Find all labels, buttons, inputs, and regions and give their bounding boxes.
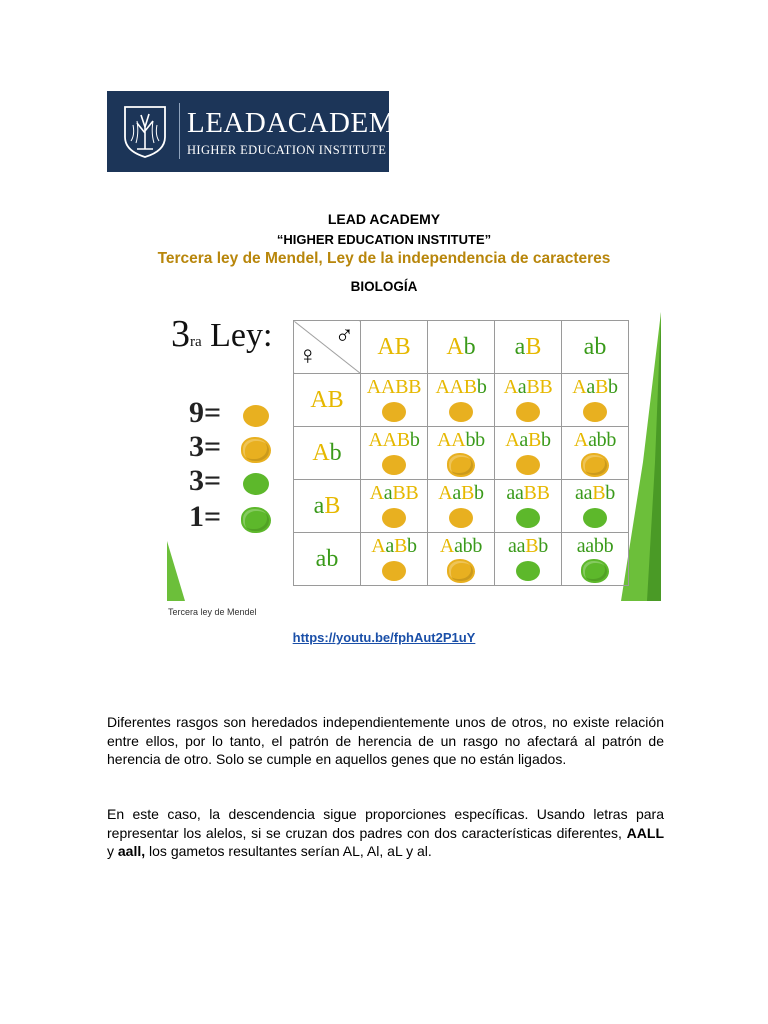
green-wrinkled-pea-icon <box>243 509 269 531</box>
law-title <box>171 312 272 356</box>
ratio-label: 3= <box>189 430 222 463</box>
gamete-row-header: Ab <box>294 427 361 480</box>
genotype-text: Aabb <box>439 535 483 557</box>
youtube-link[interactable]: https://youtu.be/fphAut2P1uY <box>292 630 476 645</box>
genotype-text: AaBB <box>369 482 419 504</box>
doc-topic: Tercera ley de Mendel, Ley de la independencia de caracteres <box>157 250 611 267</box>
female-symbol-icon: ♀ <box>298 341 318 370</box>
green-round-pea-icon <box>516 561 540 581</box>
paragraph-2-text: En este caso, la descendencia sigue proporciones específicas. Usando letras para representar los alelos, si se cruzan dos padres con dos características diferentes, <box>107 806 664 841</box>
punnett-cell <box>428 427 495 480</box>
punnett-header-row <box>294 321 629 374</box>
gamete-header: aB <box>495 321 562 374</box>
mendel-figure <box>167 312 661 601</box>
gamete-row-header: AB <box>294 374 361 427</box>
logo-name: LEADACADEMY <box>187 107 417 139</box>
yellow-round-pea-icon <box>382 455 406 475</box>
paragraph-1: Diferentes rasgos son heredados independientemente unos de otros, no existe relación entre ellos, por lo tanto, el patrón de herencia de un rasgo no afectará al patrón de herencia de otro. Solo se cumple en aquellos genes que no están ligados. <box>107 714 664 767</box>
male-symbol-icon: ♂ <box>334 321 354 350</box>
punnett-cell <box>428 374 495 427</box>
punnett-cell <box>361 533 428 586</box>
punnett-cell <box>562 374 629 427</box>
gamete-header: ab <box>562 321 629 374</box>
punnett-square <box>293 320 629 586</box>
punnett-cell <box>428 480 495 533</box>
genotype-text: AaBb <box>371 535 417 557</box>
lead-academy-logo <box>107 91 417 172</box>
logo-subtitle: HIGHER EDUCATION INSTITUTE <box>187 143 387 157</box>
yellow-round-pea-icon <box>516 402 540 422</box>
punnett-cell <box>361 427 428 480</box>
law-suffix: ra <box>190 334 202 350</box>
punnett-cell <box>495 374 562 427</box>
punnett-cell <box>428 533 495 586</box>
yellow-round-pea-icon <box>382 402 406 422</box>
punnett-cell <box>562 533 629 586</box>
genotype-text: aaBB <box>506 482 550 504</box>
genotype-text: AABb <box>368 429 420 451</box>
genotype-text: aaBb <box>575 482 615 504</box>
yellow-wrinkled-pea-icon <box>449 561 473 581</box>
paragraph-2-end: los gametos resultantes serían AL, Al, aL y al. <box>145 843 432 859</box>
genotype-text: AABB <box>366 376 422 398</box>
paragraph-2 <box>107 805 664 861</box>
yellow-round-pea-icon <box>449 402 473 422</box>
genotype-text: AaBb <box>572 376 618 398</box>
punnett-cell <box>361 480 428 533</box>
law-number: 3 <box>171 313 190 355</box>
punnett-cell <box>495 533 562 586</box>
punnett-row <box>294 374 629 427</box>
genotype-text: AaBB <box>503 376 553 398</box>
paragraph-2-conj: y <box>107 843 118 859</box>
genotype-aall-lower: aall, <box>117 843 146 859</box>
green-round-pea-icon <box>516 508 540 528</box>
punnett-cell <box>495 480 562 533</box>
law-word: Ley: <box>201 317 273 354</box>
yellow-round-pea-icon <box>382 561 406 581</box>
ratio-label: 9= <box>189 396 222 429</box>
ratio-label: 3= <box>189 464 222 497</box>
genotype-text: aaBb <box>508 535 548 557</box>
yellow-wrinkled-pea-icon <box>243 439 269 461</box>
ratio-label: 1= <box>189 500 222 533</box>
doc-title: LEAD ACADEMY <box>327 211 441 227</box>
gamete-row-header: ab <box>294 533 361 586</box>
tree-crest-icon <box>121 103 169 159</box>
yellow-round-pea-icon <box>516 455 540 475</box>
punnett-corner <box>294 321 361 374</box>
punnett-row <box>294 427 629 480</box>
gamete-row-header: aB <box>294 480 361 533</box>
punnett-cell <box>361 374 428 427</box>
yellow-wrinkled-pea-icon <box>449 455 473 475</box>
green-decoration-left <box>167 541 197 601</box>
genotype-text: AaBb <box>438 482 484 504</box>
yellow-round-pea-icon <box>382 508 406 528</box>
logo-divider <box>179 103 180 159</box>
doc-subtitle: “HIGHER EDUCATION INSTITUTE” <box>276 232 492 247</box>
genotype-text: AaBb <box>505 429 551 451</box>
punnett-row <box>294 533 629 586</box>
punnett-cell <box>562 427 629 480</box>
genotype-text: AAbb <box>437 429 485 451</box>
doc-subject: BIOLOGÍA <box>350 279 418 294</box>
genotype-aall-upper: AALL <box>626 824 664 841</box>
green-wrinkled-pea-icon <box>583 561 607 581</box>
yellow-round-pea-icon <box>449 508 473 528</box>
green-round-pea-icon <box>243 473 269 495</box>
green-round-pea-icon <box>583 508 607 528</box>
punnett-cell <box>495 427 562 480</box>
genotype-text: aabb <box>576 535 614 557</box>
yellow-round-pea-icon <box>583 402 607 422</box>
yellow-round-pea-icon <box>243 405 269 427</box>
genotype-text: Aabb <box>573 429 617 451</box>
punnett-row <box>294 480 629 533</box>
gamete-header: AB <box>361 321 428 374</box>
figure-caption: Tercera ley de Mendel <box>168 607 257 617</box>
genotype-text: AABb <box>435 376 487 398</box>
gamete-header: Ab <box>428 321 495 374</box>
punnett-cell <box>562 480 629 533</box>
yellow-wrinkled-pea-icon <box>583 455 607 475</box>
